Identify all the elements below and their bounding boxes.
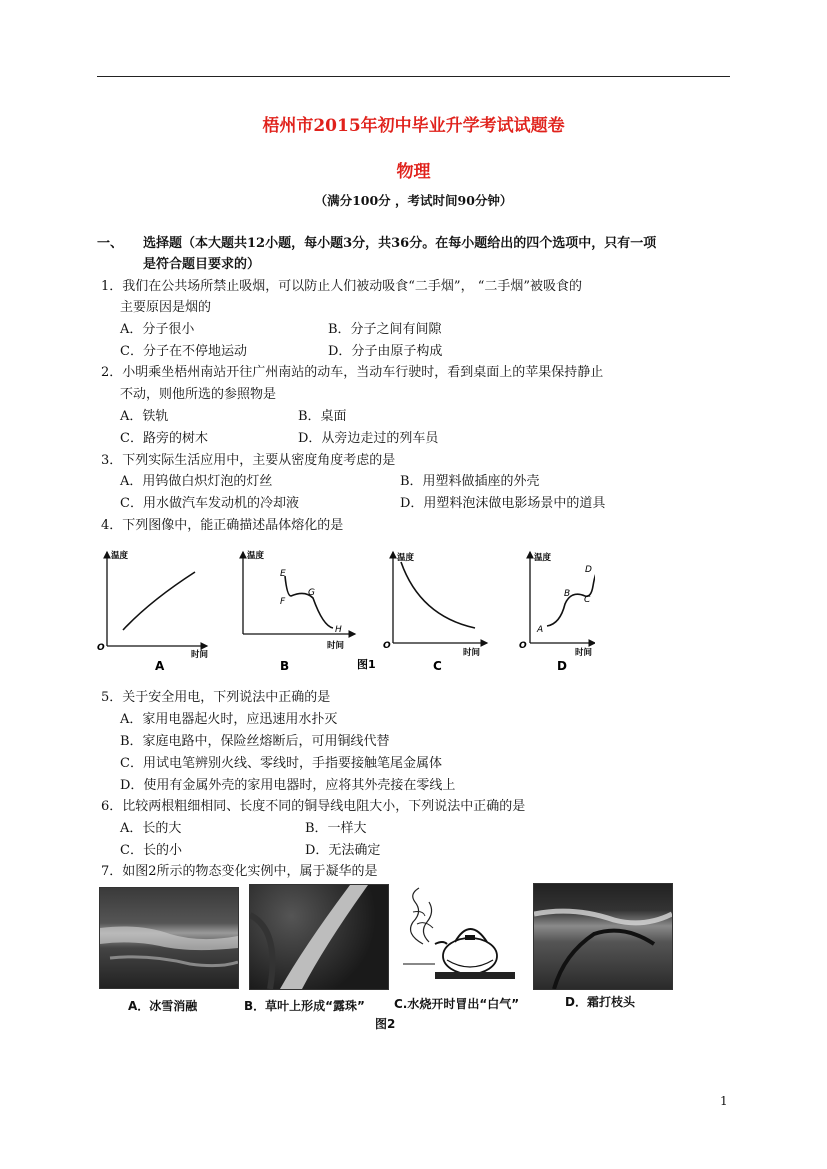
fig1-d-point-d: D xyxy=(585,565,592,575)
fig1-b-point-f: F xyxy=(280,597,286,607)
exam-info: （满分100分 ，考试时间90分钟） xyxy=(314,193,513,208)
q6-option-b: B．一样大 xyxy=(305,821,367,836)
fig1-a-label: A xyxy=(155,659,165,673)
fig1-a-ylabel: 温度 xyxy=(111,551,129,561)
fig2-caption-d: D．霜打枝头 xyxy=(565,995,635,1009)
section-heading-line1: 选择题（本大题共12小题，每小题3分，共36分。在每小题给出的四个选项中，只有一项 xyxy=(143,236,657,251)
exam-title: 梧州市2015年初中毕业升学考试试题卷 xyxy=(262,116,565,136)
q6-stem: 6．比较两根粗细相同、长度不同的铜导线电阻大小，下列说法中正确的是 xyxy=(101,799,526,814)
q2-stem-line2: 不动，则他所选的参照物是 xyxy=(120,387,277,402)
fig2-photo-d xyxy=(533,883,673,990)
fig1-d-xlabel: 时间 xyxy=(575,648,593,658)
q1-option-c: C．分子在不停地运动 xyxy=(120,344,247,359)
header-rule xyxy=(97,76,730,77)
q6-option-c: C．长的小 xyxy=(120,843,182,858)
fig1-b-point-e: E xyxy=(280,569,286,579)
fig2-caption: 图2 xyxy=(375,1017,396,1031)
q1-stem-line2: 主要原因是烟的 xyxy=(120,300,212,315)
section-heading-line2: 是符合题目要求的） xyxy=(143,257,261,272)
fig1-c-ylabel: 温度 xyxy=(397,553,415,563)
fig2-caption-b: B．草叶上形成“露珠” xyxy=(244,999,365,1013)
fig1-d-ylabel: 温度 xyxy=(534,553,552,563)
q4-stem: 4．下列图像中，能正确描述晶体熔化的是 xyxy=(101,518,344,533)
fig1-panel-c xyxy=(383,552,487,673)
figure-1 xyxy=(95,546,595,676)
fig1-b-label: B xyxy=(280,659,290,673)
fig2-photo-b xyxy=(249,884,389,990)
fig1-c-label: C xyxy=(433,659,442,673)
section-number: 一、 xyxy=(97,236,124,251)
q5-stem: 5．关于安全用电，下列说法中正确的是 xyxy=(101,690,331,705)
q5-option-c: C．用试电笔辨别火线、零线时，手指要接触笔尾金属体 xyxy=(120,756,442,771)
q2-stem-line1: 2．小明乘坐梧州南站开往广州南站的动车，当动车行驶时，看到桌面上的苹果保持静止 xyxy=(101,365,604,380)
q1-option-d: D．分子由原子构成 xyxy=(328,344,443,359)
fig1-d-point-c: C xyxy=(584,595,591,605)
fig1-b-xlabel: 时间 xyxy=(327,641,345,651)
fig1-a-curve xyxy=(123,572,195,630)
q3-option-d: D．用塑料泡沫做电影场景中的道具 xyxy=(400,496,606,511)
exam-subject: 物理 xyxy=(396,162,431,182)
q3-option-c: C．用水做汽车发动机的冷却液 xyxy=(120,496,299,511)
q1-option-b: B．分子之间有间隙 xyxy=(328,322,442,337)
fig1-c-curve xyxy=(401,562,475,628)
q2-option-a: A．铁轨 xyxy=(120,409,169,424)
fig1-d-origin: O xyxy=(519,641,527,651)
fig1-a-xlabel: 时间 xyxy=(191,650,209,660)
q5-option-d: D．使用有金属外壳的家用电器时，应将其外壳接在零线上 xyxy=(120,778,456,793)
q3-option-a: A．用钨做白炽灯泡的灯丝 xyxy=(120,474,273,489)
fig1-c-origin: O xyxy=(383,641,391,651)
q2-option-c: C．路旁的树木 xyxy=(120,431,208,446)
q5-option-a: A．家用电器起火时，应迅速用水扑灭 xyxy=(120,712,338,727)
q3-stem: 3．下列实际生活应用中，主要从密度角度考虑的是 xyxy=(101,453,396,468)
fig1-d-point-b: B xyxy=(564,589,571,599)
q5-option-b: B．家庭电路中，保险丝熔断后，可用铜线代替 xyxy=(120,734,390,749)
q6-option-a: A．长的大 xyxy=(120,821,182,836)
q6-option-d: D．无法确定 xyxy=(305,843,381,858)
fig2-caption-a: A．冰雪消融 xyxy=(128,999,198,1013)
q1-option-a: A．分子很小 xyxy=(120,322,195,337)
fig1-b-point-h: H xyxy=(335,625,342,635)
fig1-c-xlabel: 时间 xyxy=(463,648,481,658)
page-number: 1 xyxy=(720,1094,728,1108)
fig1-b-ylabel: 温度 xyxy=(247,551,265,561)
q7-stem: 7．如图2所示的物态变化实例中，属于凝华的是 xyxy=(101,864,378,879)
q2-option-d: D．从旁边走过的列车员 xyxy=(298,431,439,446)
fig1-b-curve xyxy=(285,576,333,628)
fig1-b-point-g: G xyxy=(308,588,315,598)
q1-stem-line1: 1．我们在公共场所禁止吸烟，可以防止人们被动吸食“二手烟”， “二手烟”被吸食的 xyxy=(101,279,582,294)
q2-option-b: B．桌面 xyxy=(298,409,347,424)
fig1-a-origin: O xyxy=(97,643,105,653)
fig1-d-point-a: A xyxy=(537,625,544,635)
q3-option-b: B．用塑料做插座的外壳 xyxy=(400,474,540,489)
fig2-kettle-drawing xyxy=(395,884,530,984)
fig1-caption: 图1 xyxy=(357,658,376,671)
fig1-panel-d xyxy=(519,552,595,673)
fig1-d-label: D xyxy=(557,659,567,673)
fig2-caption-c: C.水烧开时冒出“白气” xyxy=(394,997,520,1011)
fig2-photo-a xyxy=(99,887,239,989)
fig1-panel-a xyxy=(97,550,209,673)
fig1-panel-b xyxy=(243,550,376,673)
